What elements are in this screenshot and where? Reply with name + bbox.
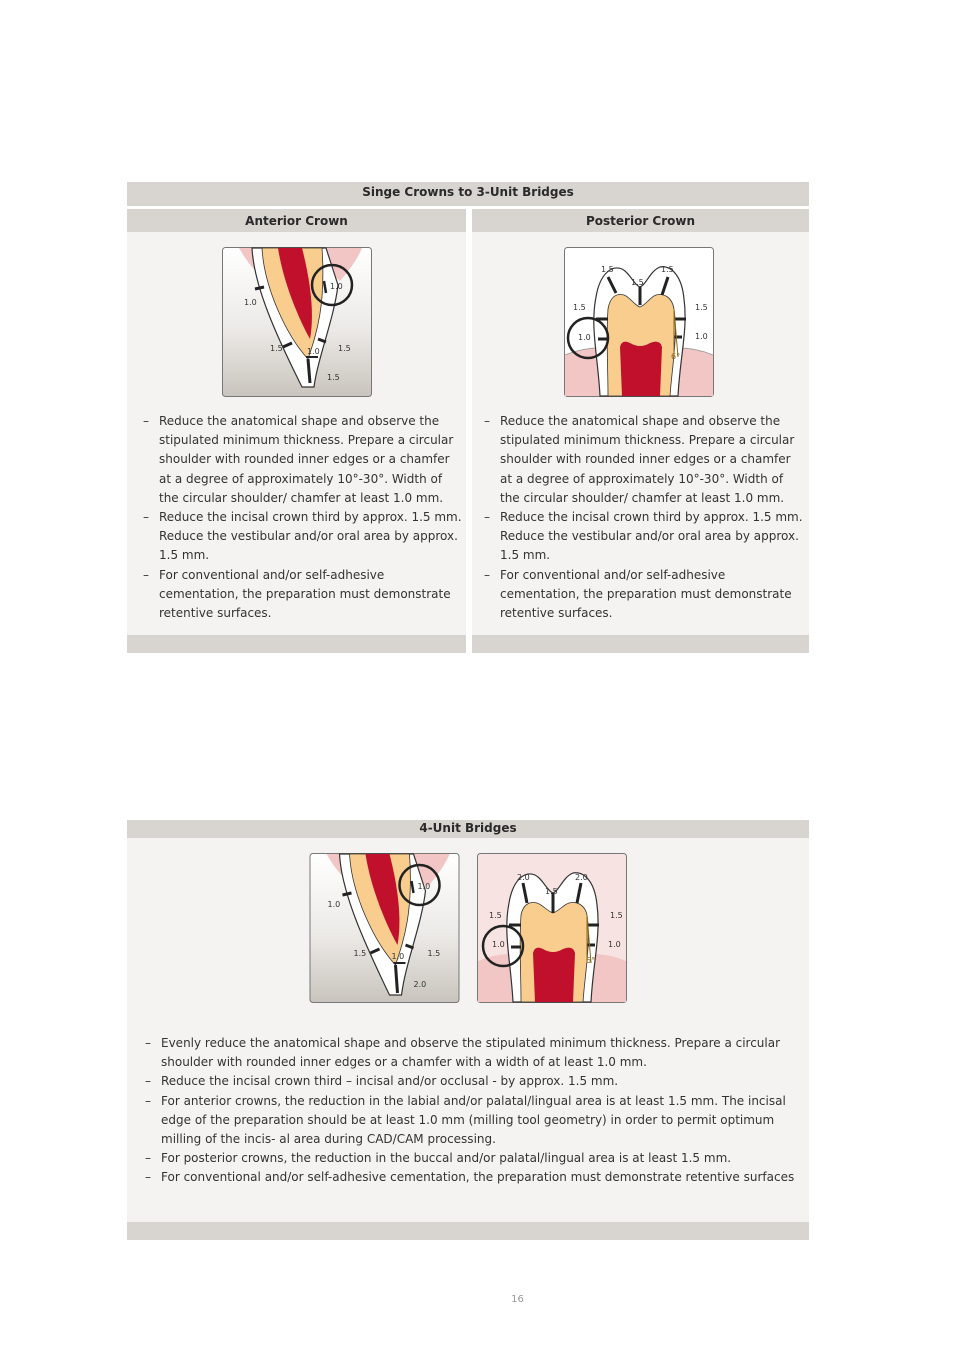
anterior-bullet-list (143, 412, 465, 623)
list-item: – Reduce the incisal crown third by approx. 1.5 mm. Reduce the vestibular and/or oral area by approx. 1.5 mm. (143, 508, 465, 566)
posterior-label-fossa: 1.5 (631, 278, 644, 287)
bridge-posterior-label-fossa: 1.5 (545, 887, 558, 896)
anterior-heading: Anterior Crown (245, 214, 348, 228)
posterior-heading-bar (472, 209, 809, 232)
bridge-anterior-label-shoulder: 1.0 (327, 900, 341, 909)
posterior-panel-footer (472, 635, 809, 653)
posterior-label-side-left: 1.5 (573, 303, 586, 312)
bridge-posterior-label-angle: 6° (586, 956, 596, 965)
list-item: – Reduce the anatomical shape and observe the stipulated minimum thickness. Prepare a circular shoulder with rounded inner edges or a chamfer at a degree of approximately 10°-30°. Width of the circular shoulder/ chamfer at least 1.0 mm. (143, 412, 465, 508)
bridge-posterior-label-cusp-left: 2.0 (517, 873, 530, 882)
list-item: – Reduce the incisal crown third by approx. 1.5 mm. Reduce the vestibular and/or oral area by approx. 1.5 mm. (484, 508, 806, 566)
anterior-label-center: 1.0 (307, 347, 320, 356)
list-item: – For posterior crowns, the reduction in the buccal and/or palatal/lingual area is at least 1.5 mm. (145, 1149, 795, 1168)
posterior-crown-figure (564, 247, 714, 397)
list-item: – Reduce the incisal crown third – incisal and/or occlusal - by approx. 1.5 mm. (145, 1072, 795, 1091)
posterior-label-margin-right: 1.0 (695, 332, 708, 341)
section2-title: 4-Unit Bridges (419, 821, 517, 835)
anterior-label-tip: 1.5 (327, 373, 340, 382)
anterior-crown-figure (222, 247, 372, 397)
list-item: – Evenly reduce the anatomical shape and observe the stipulated minimum thickness. Prepare a circular shoulder with rounded inner edges or a chamfer with a width of at least 1.0 mm. (145, 1034, 795, 1072)
bridge-anterior-label-center: 1.0 (391, 952, 405, 961)
posterior-label-margin-left: 1.0 (578, 333, 591, 342)
bridge-posterior-label-cusp-right: 2.0 (575, 873, 588, 882)
posterior-bullet-list (484, 412, 806, 623)
list-item: – For conventional and/or self-adhesive cementation, the preparation must demonstrate retentive surfaces. (484, 566, 806, 624)
bridge-posterior-label-side-left: 1.5 (489, 911, 502, 920)
bridge-posterior-label-margin-left: 1.0 (492, 940, 505, 949)
anterior-label-right: 1.5 (338, 344, 351, 353)
posterior-label-angle: 6° (671, 352, 681, 361)
posterior-label-cusp-left: 1.5 (601, 265, 614, 274)
anterior-heading-bar (127, 209, 466, 232)
posterior-label-cusp-right: 1.5 (661, 265, 674, 274)
list-item: – Reduce the anatomical shape and observe the stipulated minimum thickness. Prepare a circular shoulder with rounded inner edges or a chamfer at a degree of approximately 10°-30°. Width of the circular shoulder/ chamfer at least 1.0 mm. (484, 412, 806, 508)
bridge-posterior-label-side-right: 1.5 (610, 911, 623, 920)
posterior-pulp (620, 342, 662, 396)
posterior-heading: Posterior Crown (585, 214, 696, 228)
list-item: – For conventional and/or self-adhesive cementation, the preparation must demonstrate retentive surfaces (145, 1168, 795, 1187)
list-item: – For anterior crowns, the reduction in the labial and/or palatal/lingual area is at least 1.5 mm. The incisal edge of the preparation should be at least 1.0 mm (milling tool geometry) in order to permit optimum milling of the incis- al area during CAD/CAM processing. (145, 1092, 795, 1150)
section1-title-bar (127, 182, 809, 206)
bridge-anterior-figure (309, 853, 460, 1003)
posterior-label-side-right: 1.5 (695, 303, 708, 312)
bridge-anterior-label-right: 1.5 (427, 949, 441, 958)
anterior-label-circle: 1.0 (330, 282, 343, 291)
section2-panel-footer (127, 1222, 809, 1240)
bridge-anterior-label-circle: 1.0 (417, 882, 431, 891)
bridge-posterior-label-margin-right: 1.0 (608, 940, 621, 949)
section1-title: Singe Crowns to 3-Unit Bridges (362, 185, 574, 199)
list-item: – For conventional and/or self-adhesive cementation, the preparation must demonstrate retentive surfaces. (143, 566, 465, 624)
bridge-posterior-figure (477, 853, 627, 1003)
anterior-label-left: 1.5 (270, 344, 283, 353)
page-number: 16 (511, 1294, 524, 1305)
anterior-label-shoulder: 1.0 (244, 298, 257, 307)
anterior-panel-footer (127, 635, 466, 653)
section2-title-bar (127, 820, 809, 838)
bridge-anterior-label-left: 1.5 (353, 949, 367, 958)
bridge-anterior-label-tip: 2.0 (413, 980, 427, 989)
section2-bullet-list (145, 1034, 795, 1188)
